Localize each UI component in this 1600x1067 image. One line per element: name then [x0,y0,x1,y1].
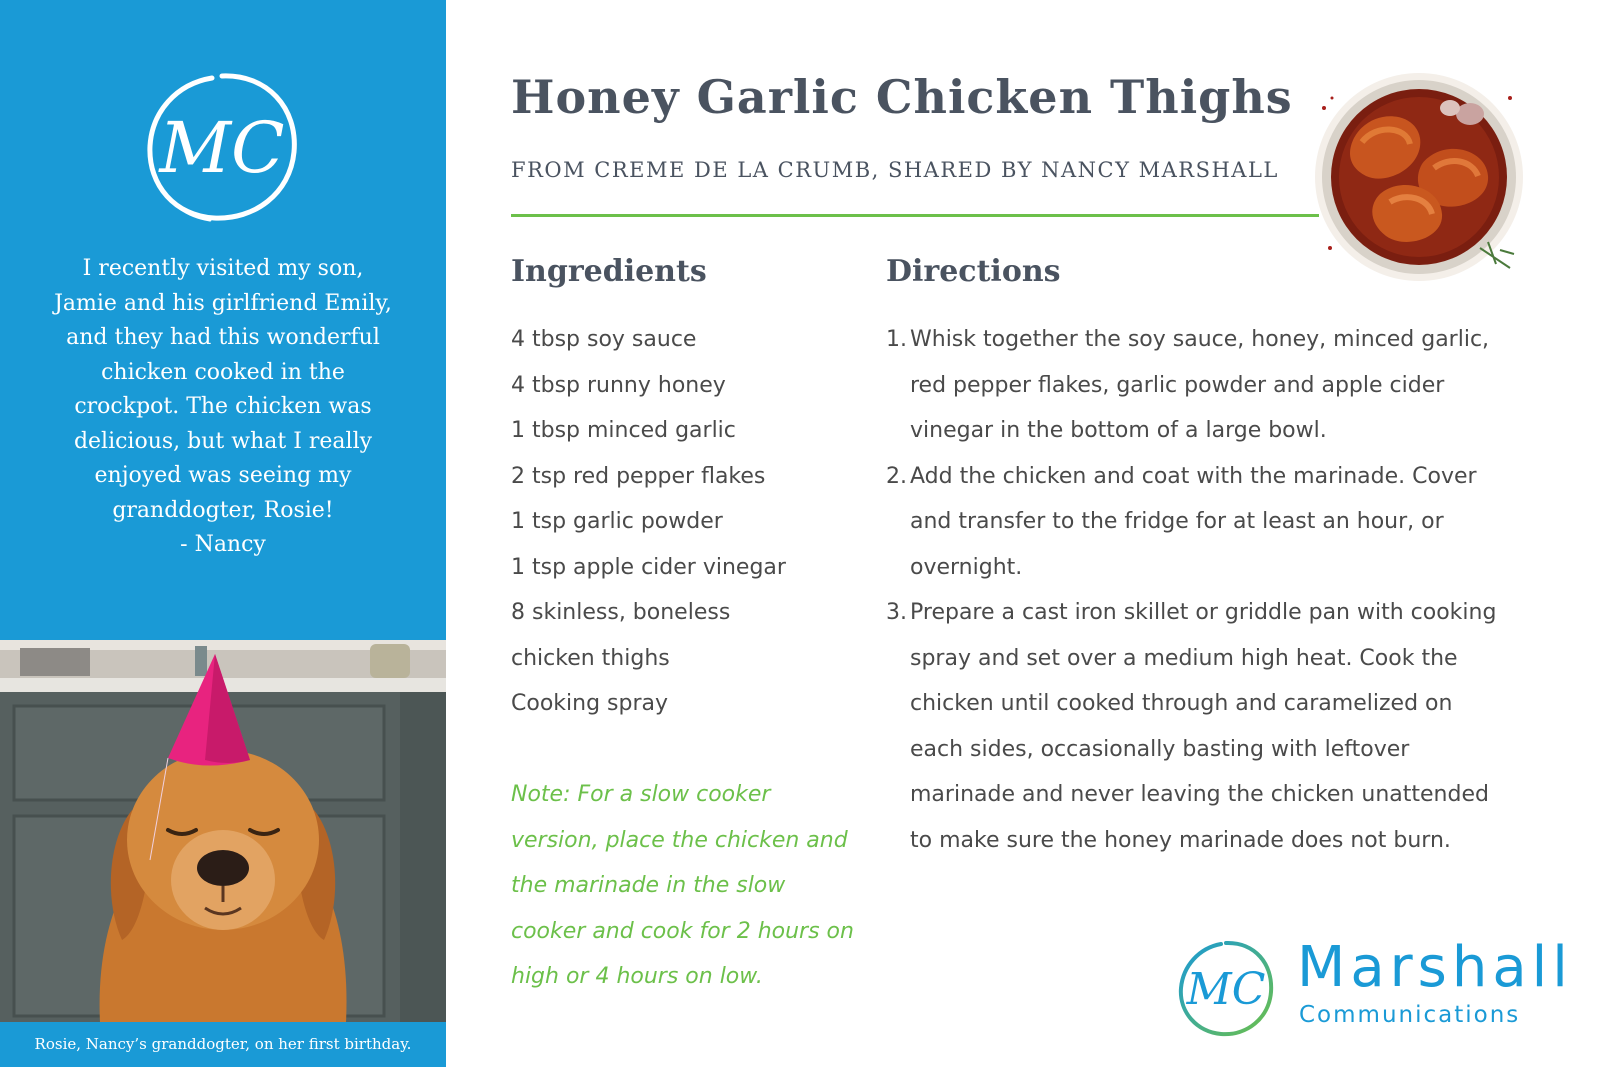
brand-mark-letters: MC [1186,964,1266,1015]
dog-photo [0,640,446,1022]
ingredient-item: 2 tsp red pepper flakes [511,463,766,489]
dog-birthday-image [0,640,446,1022]
step-text: Whisk together the soy sauce, honey, minced garlic, red pepper flakes, garlic powder and apple cider vinegar in the bottom of a large bowl. [910,327,1490,443]
ingredient-item: 1 tsp apple cider vinegar [511,554,786,580]
ingredients-heading: Ingredients [511,254,707,289]
step-number: 1. [886,327,907,352]
ingredient-item: 8 skinless, boneless chicken thighs [511,600,731,671]
step-text: Add the chicken and coat with the marinade. Cover and transfer to the fridge for at least an hour, or overnight. [910,463,1477,580]
logo-letters: MC [159,107,285,189]
ingredient-item: Cooking spray [511,691,669,716]
ingredient-item: 1 tsp garlic powder [511,509,723,534]
mc-logo-icon [142,68,302,228]
brand-logo [1175,935,1575,1048]
ingredient-item: 4 tbsp soy sauce [511,327,697,352]
brand-tagline: Communications [1299,1002,1521,1028]
step-text: Prepare a cast iron skillet or griddle pan with cooking spray and set over a medium high heat. Cook the chicken until cooked through and caramelized on each sides, occasionally basting with leftover marinade and never leaving the chicken unattended to make sure the honey marinade does not burn. [910,600,1497,853]
mc-brand-mark-icon [1175,938,1277,1040]
ingredient-item: 4 tbsp runny honey [511,372,726,398]
recipe-source: FROM CREME DE LA CRUMB, SHARED BY NANCY MARSHALL [511,158,1279,182]
step-number: 2. [886,463,907,489]
direction-step [886,454,1506,591]
story-text [50,252,396,563]
photo-caption: Rosie, Nancy’s granddogter, on her first birthday. [0,1022,446,1067]
direction-step [886,317,1506,454]
title-divider [511,214,1319,217]
story-body: I recently visited my son, Jamie and his girlfriend Emily, and they had this wonderful chicken cooked in the crockpot. The chicken was delicious, but what I really enjoyed was seeing my granddogter, Rosie! [54,256,392,523]
story-signature: - Nancy [180,532,266,557]
step-number: 3. [886,600,907,625]
ingredients-list [511,317,851,727]
sidebar-panel [0,0,446,1067]
recipe-title: Honey Garlic Chicken Thighs [511,70,1293,124]
directions-heading: Directions [886,254,1061,289]
slow-cooker-note: Note: For a slow cooker version, place the chicken and the marinade in the slow cooker and cook for 2 hours on high or 4 hours on low. [511,782,854,989]
direction-step [886,590,1506,863]
ingredient-item: 1 tbsp minced garlic [511,418,736,443]
chicken-dish-image [1310,68,1528,286]
brand-name: Marshall [1297,935,1573,1000]
directions-list [886,317,1506,863]
